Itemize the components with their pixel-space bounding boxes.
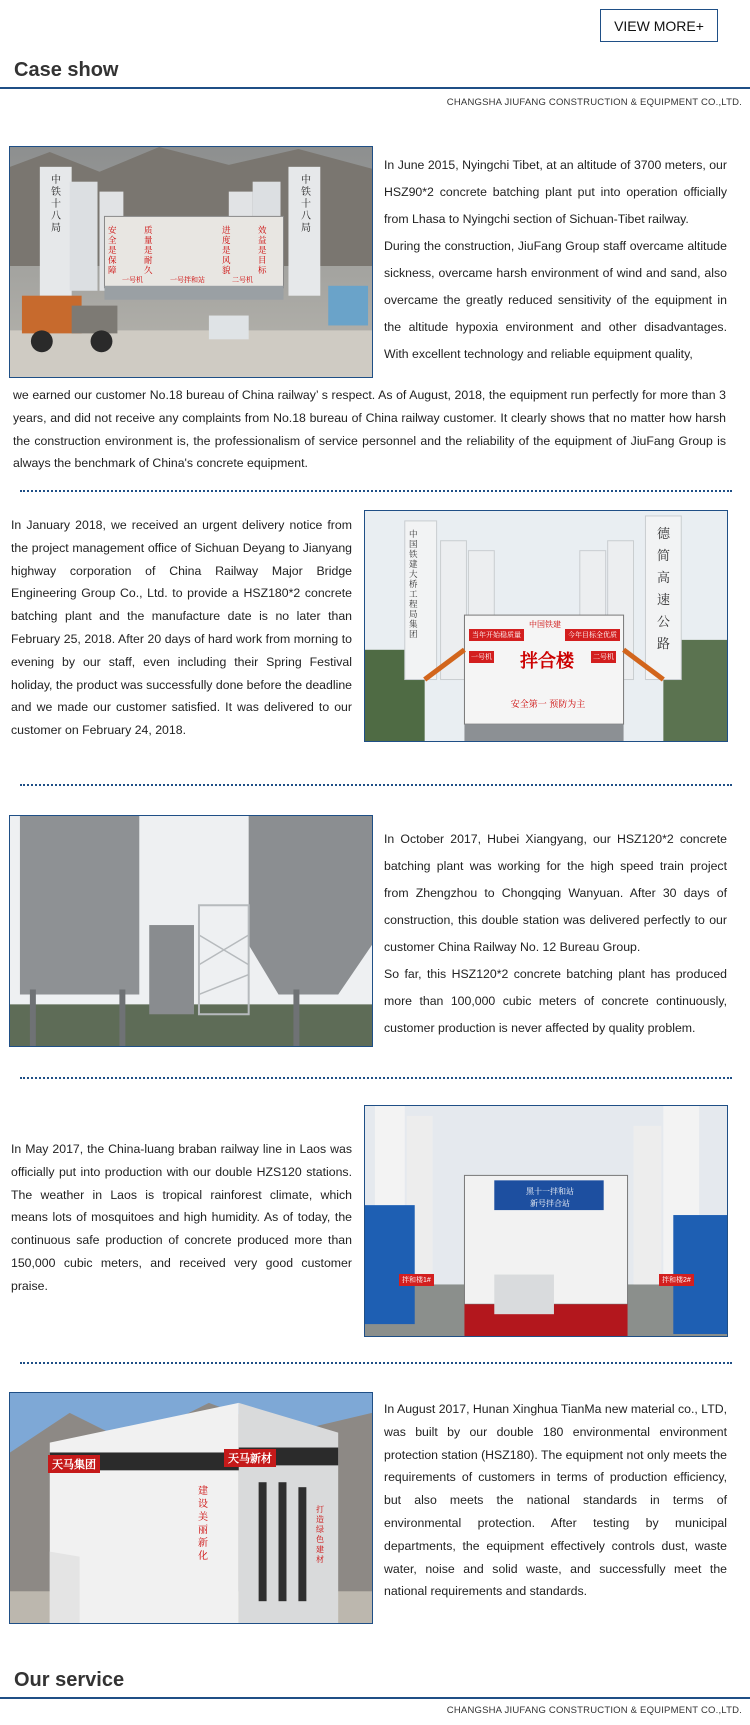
- case-1-silo-sign-left: 中铁十八局: [51, 175, 61, 234]
- view-more-button[interactable]: VIEW MORE+: [600, 9, 718, 42]
- case-4-tag-2: 拌和楼2#: [659, 1274, 694, 1286]
- case-5-photo: [9, 1392, 373, 1624]
- case-2-banner-left: 当年开始稳质量: [469, 629, 524, 641]
- case-5-slogan-2: 打造绿色建材: [316, 1505, 324, 1564]
- case-4-banner-1: 黑十一拌和站: [526, 1187, 574, 1196]
- case-2-station-name: 拌合楼: [520, 651, 574, 671]
- case-4-banner-2: 新号拌合站: [530, 1199, 570, 1208]
- case-5-slogan-1: 建设美丽新化: [198, 1486, 208, 1562]
- case-4-tag-1: 拌和楼1#: [399, 1274, 434, 1286]
- case-1-text: In June 2015, Nyingchi Tibet, at an altitude of 3700 meters, our HSZ90*2 concrete batching plant put into operation officially from Lhasa to Nyingchi section of Sichuan-Tibet railway. During the construction, JiuFang Group staff overcame altitude sickness, overcame harsh environment of wind and sand, also overcame the greatly reduced sensitivity of the equipment in the altitude hypoxia environment and other disadvantages. With excellent technology and reliable equipment quality,: [384, 158, 727, 361]
- case-1-panel-1: 安全是保障: [108, 225, 117, 275]
- our-service-rule: [0, 1697, 750, 1699]
- case-1-photo: [9, 146, 373, 378]
- case-2-photo: [364, 510, 728, 742]
- case-2-text: In January 2018, we received an urgent delivery notice from the project management office of Sichuan Deyang to Jianyang highway corporation of China Railway Major Bridge Engineering Group Co., Ltd. to provide a HSZ180*2 concrete batching plant and the manufacture date is no later than February 25, 2018. After 20 days of hard work from morning to evening by our staff, even including their Spring Festival holiday, the product was successfully done before the deadline and we made our customer satisfied. It was delivered to our customer on February 24, 2018.: [11, 518, 352, 738]
- company-name: CHANGSHA JIUFANG CONSTRUCTION & EQUIPMENT CO.,LTD.: [446, 1705, 742, 1716]
- case-2-tag-2: 二号机: [591, 651, 616, 663]
- case-5-brand-left: 天马集团: [48, 1455, 100, 1473]
- case-show-title: Case show: [14, 59, 119, 81]
- case-1-panel-2: 质量是耐久: [144, 225, 153, 275]
- case-4-photo: [364, 1105, 728, 1337]
- dotted-divider: [20, 490, 732, 492]
- case-1-tag-3: 二号机: [232, 277, 253, 284]
- case-2-silo-sign-left: 中国铁建大桥工程局集团: [409, 529, 418, 639]
- our-service-title: Our service: [14, 1669, 125, 1691]
- case-2-header-text: 中国铁建: [529, 620, 561, 629]
- case-1-tag-1: 一号机: [122, 277, 143, 284]
- case-2-silo-sign-right: 德简高速公路: [657, 526, 671, 651]
- company-name: CHANGSHA JIUFANG CONSTRUCTION & EQUIPMENT CO.,LTD.: [446, 97, 742, 108]
- case-5-brand-right: 天马新材: [224, 1449, 276, 1467]
- case-1-panel-3: 进度是风貌: [222, 225, 231, 275]
- case-2-tag-1: 一号机: [469, 651, 494, 663]
- case-4-text: In May 2017, the China-luang braban railway line in Laos was officially put into production with our double HZS120 stations. The weather in Laos is tropical rainforest climate, which means lots of mosquitoes and high humidity. As of today, the continuous safe production of concrete produced more than 150,000 cubic meters, and received very good customer praise.: [11, 1142, 352, 1293]
- case-2-slogan: 安全第一 预防为主: [510, 699, 586, 709]
- dotted-divider: [20, 1077, 732, 1079]
- case-show-rule: [0, 87, 750, 89]
- dotted-divider: [20, 784, 732, 786]
- case-3-photo: [9, 815, 373, 1047]
- case-1-silo-sign-right: 中铁十八局: [301, 175, 311, 234]
- dotted-divider: [20, 1362, 732, 1364]
- case-2-banner-right: 今年目标全优质: [565, 629, 620, 641]
- case-1-panel-4: 效益是目标: [258, 225, 267, 275]
- case-3-text: In October 2017, Hubei Xiangyang, our HSZ120*2 concrete batching plant was working for the high speed train project from Zhengzhou to Chongqing Wanyuan. After 30 days of construction, this double station was delivered perfectly to our customer China Railway No. 12 Bureau Group. So far, this HSZ120*2 concrete batching plant has produced more than 100,000 cubic meters of concrete continuously, customer production is never affected by quality problem.: [384, 832, 727, 1035]
- case-1-text-continued: we earned our customer No.18 bureau of China railway’ s respect. As of August, 2018, the equipment run perfectly for more than 3 years, and did not receive any complaints from No.18 bureau of China railway customer. It clearly shows that no matter how harsh the construction environment is, the professionalism of service personnel and the reliability of the equipment of JiuFang Group is always the benchmark of China's concrete equipment.: [13, 388, 726, 471]
- case-1-tag-2: 一号拌和站: [170, 277, 205, 284]
- case-5-text: In August 2017, Hunan Xinghua TianMa new material co., LTD, was built by our double 180 environmental environment protection station (HSZ180). The equipment not only meets the requirements of customers in terms of production efficiency, but also meets the national standards in terms of environmental protection. After testing by municipal departments, the equipment effectively controls dust, waste water, noise and solid waste, and successfully meet the national requirements and standards.: [384, 1402, 727, 1599]
